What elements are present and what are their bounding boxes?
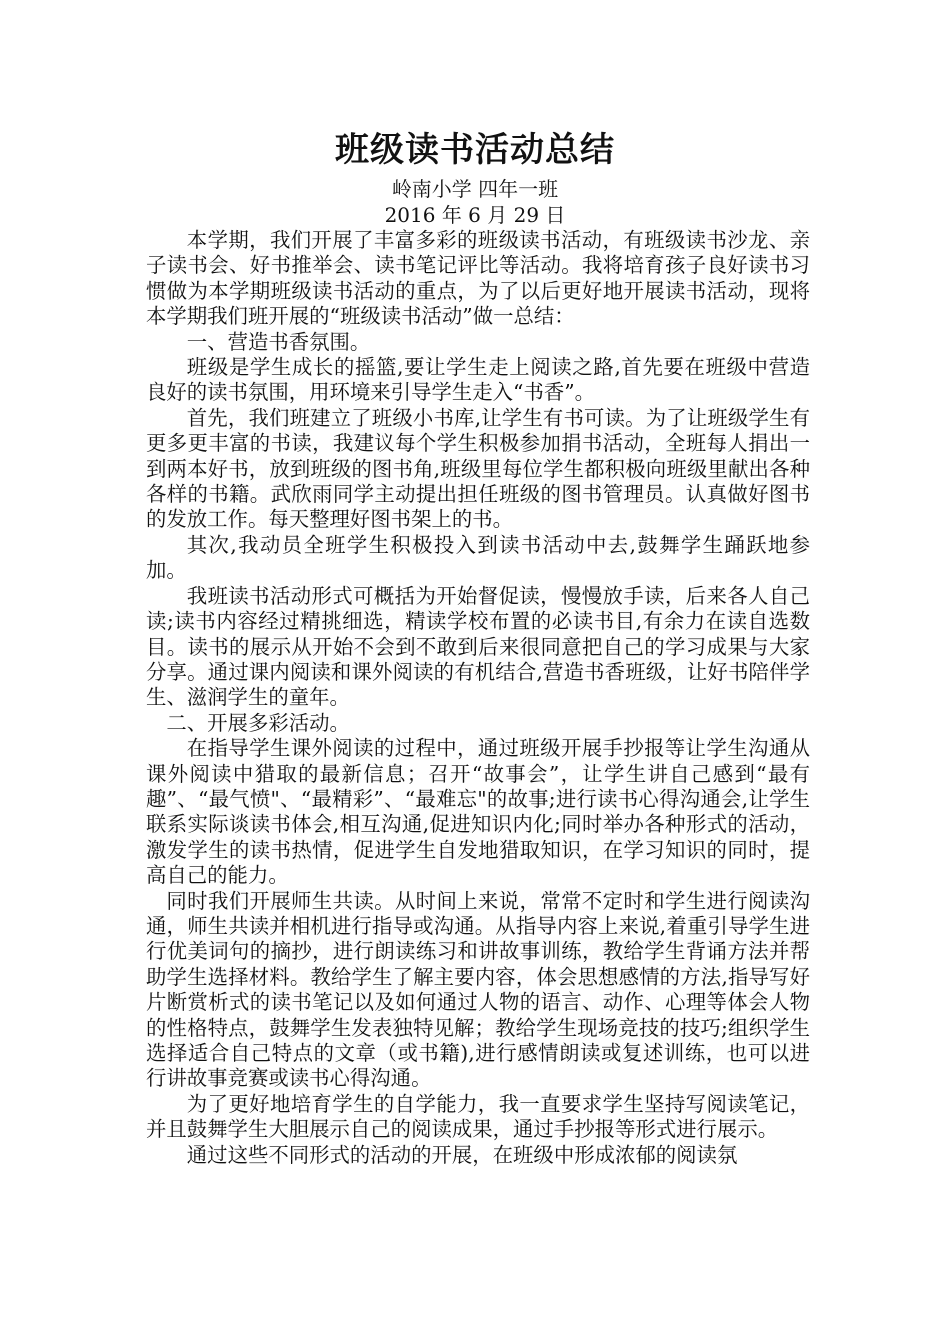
date-line: 2016 年 6 月 29 日: [384, 203, 566, 227]
paragraph: 同时我们开展师生共读。从时间上来说，常常不定时和学生进行阅读沟通，师生共读并相机进行指导或沟通。从指导内容上来说,着重引导学生进行优美词句的摘抄，进行朗读练习和讲故事训练，教给学生背诵方法并帮助学生选择材料。教给学生了解主要内容，体会思想感情的方法,指导写好片断赏析式的读书笔记以及如何通过人物的语言、动作、心理等体会人物的性格特点，鼓舞学生发表独特见解；教给学生现场竞技的技巧;组织学生选择适合自己特点的文章（或书籍),进行感情朗读或复述训练，也可以进行讲故事竞赛或读书心得沟通。: [146, 888, 810, 1091]
paragraph: 为了更好地培育学生的自学能力，我一直要求学生坚持写阅读笔记，并且鼓舞学生大胆展示自己的阅读成果，通过手抄报等形式进行展示。: [146, 1091, 810, 1142]
document-body: [146, 228, 810, 1168]
school-class-line: 岭南小学 四年一班: [391, 177, 559, 201]
paragraph: 通过这些不同形式的活动的开展，在班级中形成浓郁的阅读氛: [186, 1142, 738, 1167]
paragraph: 班级是学生成长的摇篮,要让学生走上阅读之路,首先要在班级中营造良好的读书氛围，用环境来引导学生走入“书香”。: [146, 355, 810, 405]
paragraph: 其次,我动员全班学生积极投入到读书活动中去,鼓舞学生踊跃地参加。: [146, 532, 810, 583]
paragraph: 在指导学生课外阅读的过程中，通过班级开展手抄报等让学生沟通从课外阅读中猎取的最新信息；召开“故事会”，让学生讲自己感到“最有趣”、“最气愤"、“最精彩”、“最难忘"的故事;进行读书心得沟通会,让学生联系实际谈读书体会,相互沟通,促进知识内化;同时举办各种形式的活动，激发学生的读书热情，促进学生自发地猎取知识，在学习知识的同时，提高自己的能力。: [146, 736, 810, 888]
paragraph: 首先，我们班建立了班级小书库,让学生有书可读。为了让班级学生有更多更丰富的书读，我建议每个学生积极参加捐书活动，全班每人捐出一到两本好书，放到班级的图书角,班级里每位学生都积极向班级里献出各种各样的书籍。武欣雨同学主动提出担任班级的图书管理员。认真做好图书的发放工作。每天整理好图书架上的书。: [146, 405, 810, 532]
document-title: 班级读书活动总结: [335, 130, 615, 170]
paragraph: 我班读书活动形式可概括为开始督促读，慢慢放手读，后来各人自己读;读书内容经过精挑细选，精读学校布置的必读书目,有余力在读自选数目。读书的展示从开始不会到不敢到后来很同意把自己的学习成果与大家分享。通过课内阅读和课外阅读的有机结合,营造书香班级，让好书陪伴学生、滋润学生的童年。: [146, 583, 810, 710]
section-heading-1: 一、营造书香氛围。: [186, 329, 371, 354]
section-heading-2: 二、开展多彩活动。: [166, 710, 350, 735]
paragraph-intro: 本学期，我们开展了丰富多彩的班级读书活动，有班级读书沙龙、亲子读书会、好书推举会、读书笔记评比等活动。我将培育孩子良好读书习惯做为本学期班级读书活动的重点，为了以后更好地开展读书活动，现将本学期我们班开展的“班级读书活动”做一总结：: [146, 228, 810, 329]
